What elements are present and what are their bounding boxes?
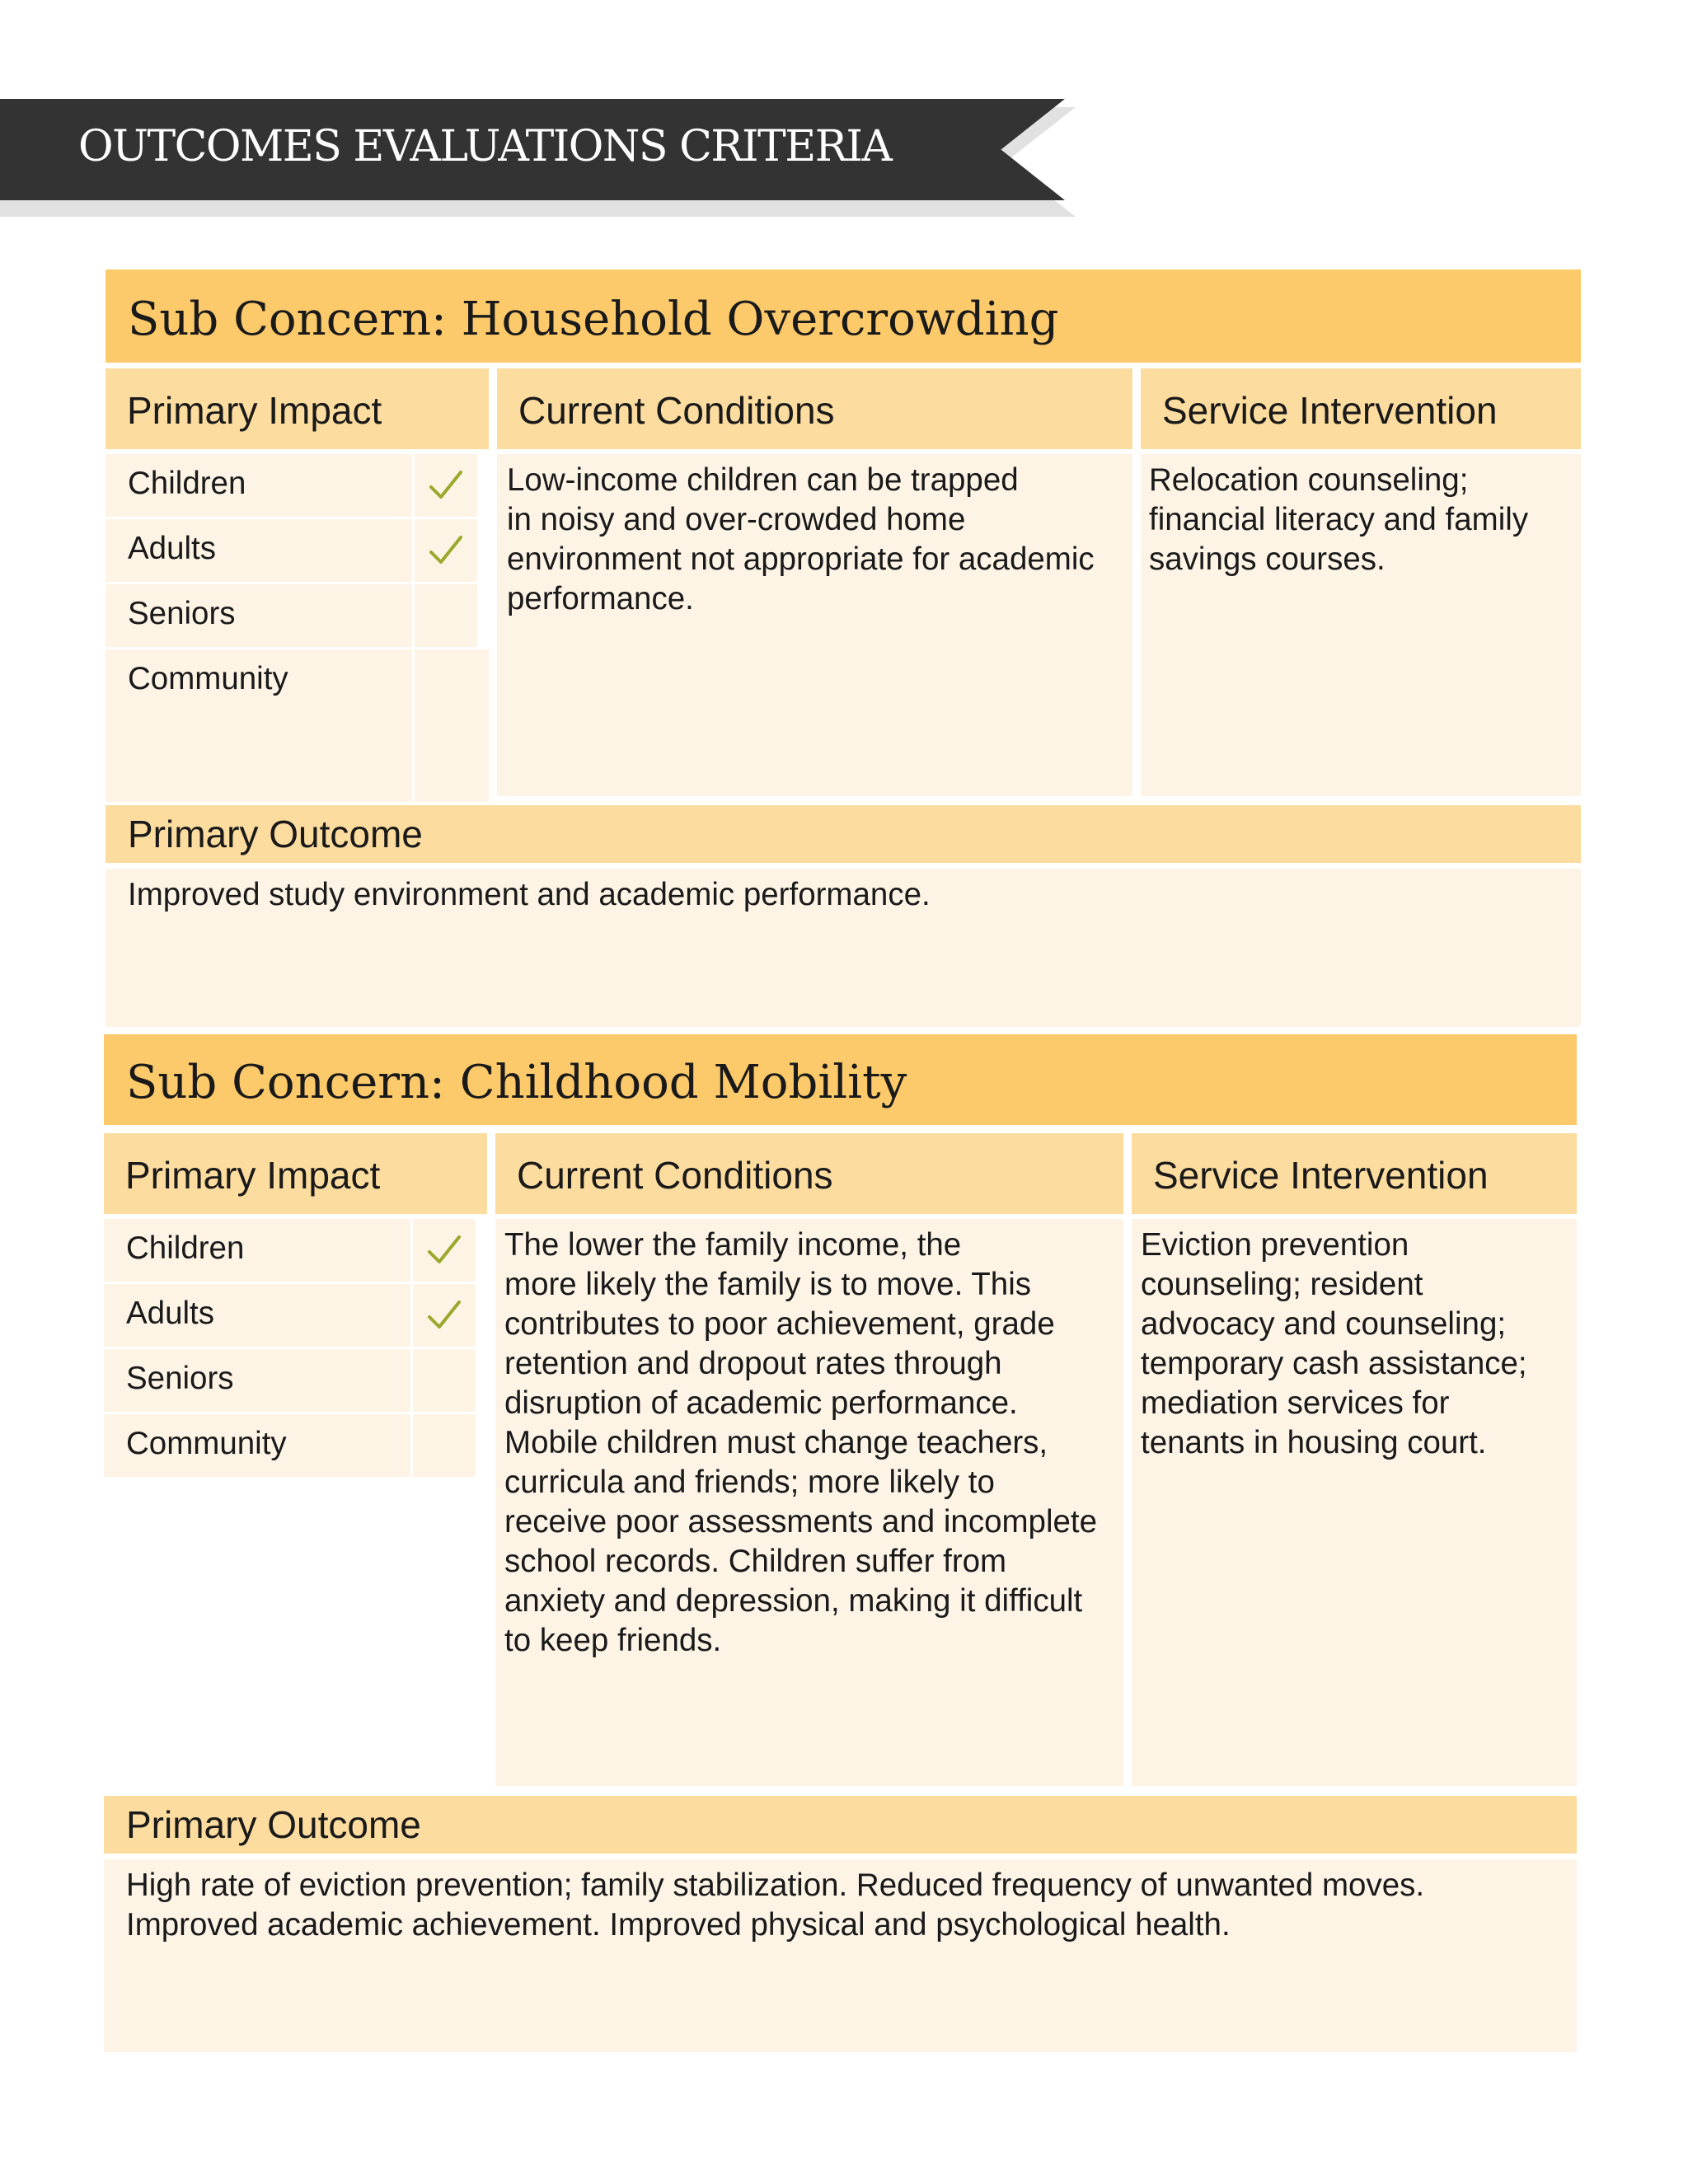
impact-row-children — [104, 1219, 410, 1282]
current-conditions-text: Low-income children can be trapped in noisy and over-crowded home environment not appropriate for academic performance. — [507, 462, 1095, 616]
checkmark-icon — [424, 1230, 464, 1270]
service-intervention-text: Relocation counseling; financial literacy and family savings courses. — [1149, 462, 1529, 577]
service-intervention-heading: Service Intervention — [1132, 1133, 1577, 1214]
impact-row-adults — [104, 1284, 410, 1347]
impact-check-cell — [413, 1414, 476, 1477]
checkmark-icon — [426, 466, 466, 505]
checkmark-icon — [424, 1296, 464, 1335]
current-conditions-heading: Current Conditions — [495, 1133, 1123, 1214]
service-intervention-text: Eviction prevention counseling; resident advocacy and counseling; temporary cash assistance; mediation services for tenants in housing court. — [1141, 1227, 1527, 1460]
impact-row-community — [106, 649, 412, 802]
impact-label: Community — [126, 1426, 287, 1461]
service-intervention-heading: Service Intervention — [1141, 368, 1581, 449]
primary-outcome-panel — [106, 869, 1581, 1027]
impact-label: Children — [128, 466, 246, 501]
impact-row-seniors — [106, 584, 412, 647]
checkmark-icon — [426, 531, 466, 570]
primary-outcome-text: Improved study environment and academic performance. — [128, 877, 931, 912]
impact-label: Adults — [126, 1296, 215, 1331]
primary-outcome-heading: Primary Outcome — [104, 1796, 1577, 1854]
section-title: Sub Concern: Household Overcrowding — [128, 293, 1059, 346]
page-title: OUTCOMES EVALUATIONS CRITERIA — [78, 122, 892, 171]
impact-check-cell — [415, 649, 489, 802]
impact-check-cell — [413, 1284, 476, 1347]
service-intervention-panel — [1141, 454, 1581, 796]
primary-outcome-panel — [104, 1859, 1577, 2052]
section-header — [104, 1034, 1577, 1125]
impact-check-cell — [413, 1349, 476, 1412]
current-conditions-panel — [497, 454, 1132, 796]
current-conditions-panel — [495, 1219, 1123, 1786]
impact-check-cell — [415, 519, 477, 582]
impact-check-cell — [415, 454, 477, 517]
impact-check-cell — [413, 1219, 476, 1282]
impact-label: Community — [128, 661, 288, 696]
impact-row-seniors — [104, 1349, 410, 1412]
impact-row-children — [106, 454, 412, 517]
impact-row-community — [104, 1414, 410, 1477]
primary-outcome-heading: Primary Outcome — [106, 805, 1581, 863]
primary-outcome-text: High rate of eviction prevention; family stabilization. Reduced frequency of unwanted moves. Improved academic achievement. Improved physical and psychological health. — [126, 1868, 1425, 1943]
impact-label: Seniors — [128, 596, 236, 631]
section-title: Sub Concern: Childhood Mobility — [126, 1056, 907, 1109]
impact-label: Children — [126, 1230, 245, 1266]
service-intervention-panel — [1132, 1219, 1577, 1786]
current-conditions-heading: Current Conditions — [497, 368, 1132, 449]
impact-check-cell — [415, 584, 477, 647]
impact-row-adults — [106, 519, 412, 582]
primary-impact-heading: Primary Impact — [104, 1133, 487, 1214]
primary-impact-heading: Primary Impact — [106, 368, 489, 449]
impact-label: Seniors — [126, 1361, 234, 1396]
current-conditions-text: The lower the family income, the more likely the family is to move. This contributes to poor achievement, grade retention and dropout rates through disruption of academic performance. Mobile children must change teachers, curricula and friends; more likely to receive poor assessments and incomplete school records. Children suffer from anxiety and depression, making it difficult to keep friends. — [504, 1227, 1098, 1658]
impact-label: Adults — [128, 531, 217, 566]
section-header — [106, 269, 1581, 363]
